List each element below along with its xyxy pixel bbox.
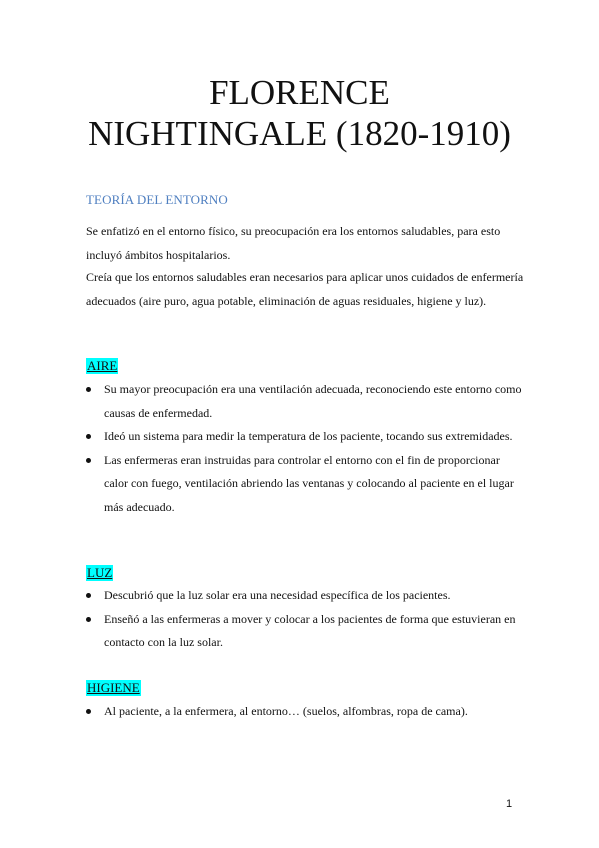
list-item-text: Las enfermeras eran instruidas para controlar el entorno con el fin de proporcionar calor con fuego, ventilación abriendo las ventanas y colocando al paciente en el lugar más adecuado. <box>104 452 514 514</box>
heading-aire: AIRE <box>87 358 118 373</box>
intro-paragraph-2: Creía que los entornos saludables eran necesarios para aplicar unos cuidados de enfermería adecuados (aire puro, agua potable, eliminación de aguas residuales, higiene y luz). <box>86 270 524 308</box>
page-number: 1 <box>506 798 513 810</box>
title-line-2: NIGHTINGALE (1820-1910) <box>88 114 511 153</box>
list-luz <box>86 584 526 655</box>
list-item-text: Enseñó a las enfermeras a mover y colocar a los pacientes de forma que estuvieran en contacto con la luz solar. <box>104 611 516 649</box>
list-item <box>86 608 526 655</box>
intro-paragraph-1: Se enfatizó en el entorno físico, su preocupación era los entornos saludables, para esto incluyó ámbitos hospitalarios. <box>86 224 501 262</box>
bullet-icon <box>86 593 91 598</box>
list-aire <box>86 378 526 519</box>
list-higiene <box>86 700 526 724</box>
list-item <box>86 378 526 425</box>
list-item <box>86 449 526 520</box>
list-item <box>86 584 526 608</box>
heading-luz: LUZ <box>87 565 113 580</box>
title-line-1: FLORENCE <box>209 73 390 112</box>
list-item-text: Descubrió que la luz solar era una necesidad específica de los pacientes. <box>104 588 451 602</box>
list-item-text: Al paciente, a la enfermera, al entorno… (suelos, alfombras, ropa de cama). <box>104 704 468 718</box>
heading-higiene: HIGIENE <box>87 680 140 695</box>
list-item-text: Su mayor preocupación era una ventilación adecuada, reconociendo este entorno como causas de enfermedad. <box>104 382 522 420</box>
bullet-icon <box>86 387 91 392</box>
list-item-text: Ideó un sistema para medir la temperatura de los paciente, tocando sus extremidades. <box>104 429 513 443</box>
list-item <box>86 700 526 724</box>
bullet-icon <box>86 458 91 463</box>
bullet-icon <box>86 709 91 714</box>
section-subtitle: TEORÍA DEL ENTORNO <box>86 192 228 207</box>
bullet-icon <box>86 617 91 622</box>
bullet-icon <box>86 434 91 439</box>
list-item <box>86 425 526 449</box>
